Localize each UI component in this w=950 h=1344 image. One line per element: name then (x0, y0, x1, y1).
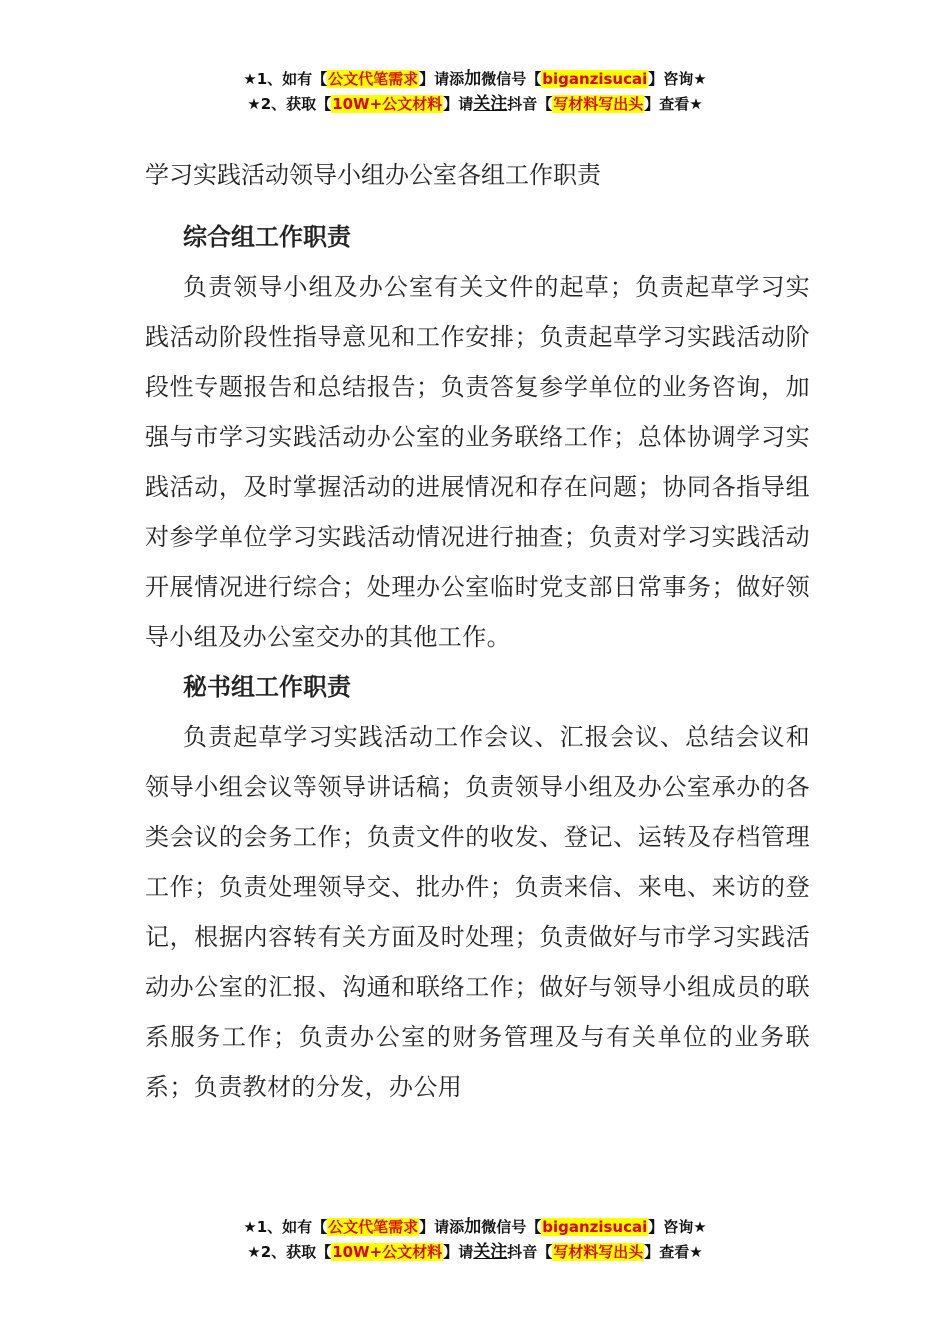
promo-line-2 (0, 1240, 950, 1265)
promo-text: 】请 (443, 95, 474, 113)
promo-text: 】请 (443, 1243, 474, 1261)
promo-text: 关注 (473, 1242, 508, 1262)
promo-text: 】请添 (419, 70, 465, 88)
promo-text: 】咨询★ (648, 70, 707, 88)
promo-text: 加 (464, 1217, 482, 1237)
promo-banner-bottom (0, 1215, 950, 1265)
promo-line-2 (0, 92, 950, 117)
promo-highlight: 10W+公文材料 (332, 95, 443, 113)
promo-text: 】查看★ (644, 1243, 703, 1261)
promo-text: 加 (464, 69, 482, 89)
promo-text: 】查看★ (644, 95, 703, 113)
promo-text: ★2、获取【 (247, 1243, 332, 1261)
promo-text: 关注 (473, 94, 508, 114)
promo-text: 】咨询★ (648, 1218, 707, 1236)
section-body-general: 负责领导小组及办公室有关文件的起草；负责起草学习实践活动阶段性指导意见和工作安排；负责起草学习实践活动阶段性专题报告和总结报告；负责答复参学单位的业务咨询，加强与市学习实践活动办公室的业务联络工作；总体协调学习实践活动，及时掌握活动的进展情况和存在问题；协同各指导组对参学单位学习实践活动情况进行抽查；负责对学习实践活动开展情况进行综合；处理办公室临时党支部日常事务；做好领导小组及办公室交办的其他工作。 (145, 273, 810, 651)
promo-text: ★1、如有【 (243, 1218, 328, 1236)
promo-text: 】请添 (419, 1218, 465, 1236)
promo-banner-top (0, 67, 950, 117)
promo-line-1 (0, 1215, 950, 1240)
promo-line-1 (0, 67, 950, 92)
wechat-id-highlight: biganzisucai (542, 70, 648, 88)
douyin-account-highlight: 写材料写出头 (553, 95, 644, 113)
promo-highlight: 公文代笔需求 (328, 70, 419, 88)
douyin-account-highlight: 写材料写出头 (553, 1243, 644, 1261)
section-heading-secretary: 秘书组工作职责 (183, 673, 351, 701)
document-title: 学习实践活动领导小组办公室各组工作职责 (145, 161, 601, 189)
promo-text: 抖音【 (507, 95, 553, 113)
document-body (145, 150, 810, 1117)
promo-highlight: 公文代笔需求 (328, 1218, 419, 1236)
section-heading-general: 综合组工作职责 (183, 223, 351, 251)
promo-text: ★2、获取【 (247, 95, 332, 113)
promo-text: 微信号【 (481, 1218, 542, 1236)
promo-text: 微信号【 (481, 70, 542, 88)
promo-text: 抖音【 (507, 1243, 553, 1261)
promo-highlight: 10W+公文材料 (332, 1243, 443, 1261)
section-body-secretary: 负责起草学习实践活动工作会议、汇报会议、总结会议和领导小组会议等领导讲话稿；负责领导小组及办公室承办的各类会议的会务工作；负责文件的收发、登记、运转及存档管理工作；负责处理领导交、批办件；负责来信、来电、来访的登记，根据内容转有关方面及时处理；负责做好与市学习实践活动办公室的汇报、沟通和联络工作；做好与领导小组成员的联系服务工作；负责办公室的财务管理及与有关单位的业务联系；负责教材的分发，办公用 (145, 723, 810, 1101)
promo-text: ★1、如有【 (243, 70, 328, 88)
wechat-id-highlight: biganzisucai (542, 1218, 648, 1236)
